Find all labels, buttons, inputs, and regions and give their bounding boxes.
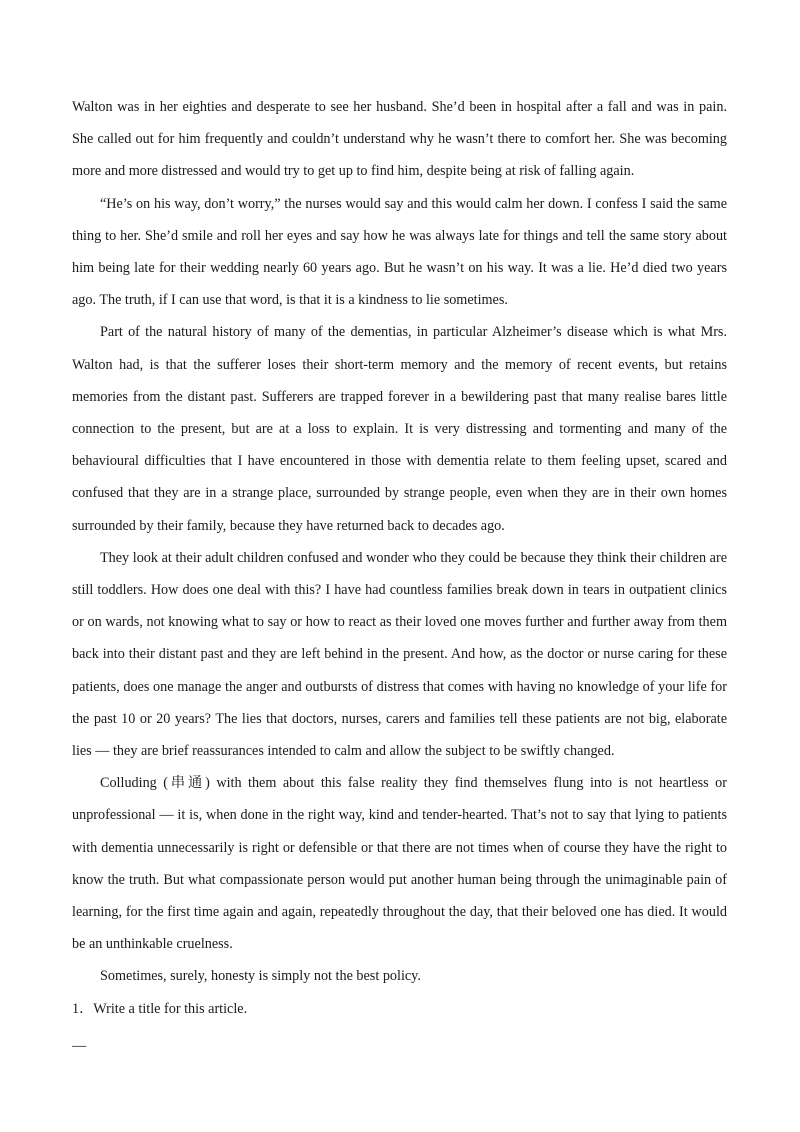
question-1: 1．Write a title for this article. bbox=[72, 1000, 248, 1017]
article-paragraph-2: “He’s on his way, don’t worry,” the nurses would say and this would calm her down. I confess I said the same thing to her. She’d smile and roll her eyes and say how he was always late for things and tell the same story about him being late for their wedding nearly 60 years ago. But he wasn’t on his way. It was a lie. He’d died two years ago. The truth, if I can use that word, is that it is a kindness to lie sometimes. bbox=[72, 195, 727, 309]
article-paragraph-3: Part of the natural history of many of the dementias, in particular Alzheimer’s disease which is what Mrs. Walton had, is that the sufferer loses their short-term memory and the memory of recent events, but retains memories from the distant past. Sufferers are trapped forever in a bewildering past that many realise bares little connection to the present, but are at a loss to explain. It is very distressing and tormenting and many of the behavioural difficulties that I have encountered in those with dementia relate to them feeling upset, scared and confused that they are in a strange place, surrounded by strange people, even when they are in their own homes surrounded by their family, because they have returned back to decades ago. bbox=[72, 324, 727, 534]
article-paragraph-6: Sometimes, surely, honesty is simply not the best policy. bbox=[100, 968, 421, 985]
article-paragraph-5: Colluding (串通) with them about this false reality they find themselves flung into is not heartless or unprofessional — it is, when done in the right way, kind and tender-hearted. That’s not to say that lying to patients with dementia unnecessarily is right or defensible or that there are not times when of course they have the right to know the truth. But what compassionate person would put another human being through the unimaginable pain of learning, for the first time again and again, repeatedly throughout the day, that their beloved one has died. It would be an unthinkable cruelness. bbox=[72, 775, 727, 953]
article-paragraph-4: They look at their adult children confused and wonder who they could be because they think their children are still toddlers. How does one deal with this? I have had countless families break down in tears in outpatient clinics or on wards, not knowing what to say or how to react as their loved one moves further and further away from them back into their distant past and they are left behind in the present. And how, as the doctor or nurse caring for these patients, does one manage the anger and outbursts of distress that comes with having no knowledge of your life for the past 10 or 20 years? The lies that doctors, nurses, carers and families tell these patients are not big, elaborate lies — they are brief reassurances intended to calm and allow the subject to be swiftly changed. bbox=[72, 549, 727, 760]
document-page bbox=[72, 91, 727, 1057]
answer-blank: __ bbox=[72, 1032, 87, 1049]
article-paragraph-1: Walton was in her eighties and desperate to see her husband. She’d been in hospital after a fall and was in pain. She called out for him frequently and couldn’t understand why he wasn’t there to comfort her. She was becoming more and more distressed and would try to get up to find him, despite being at risk of falling again. bbox=[72, 99, 727, 180]
